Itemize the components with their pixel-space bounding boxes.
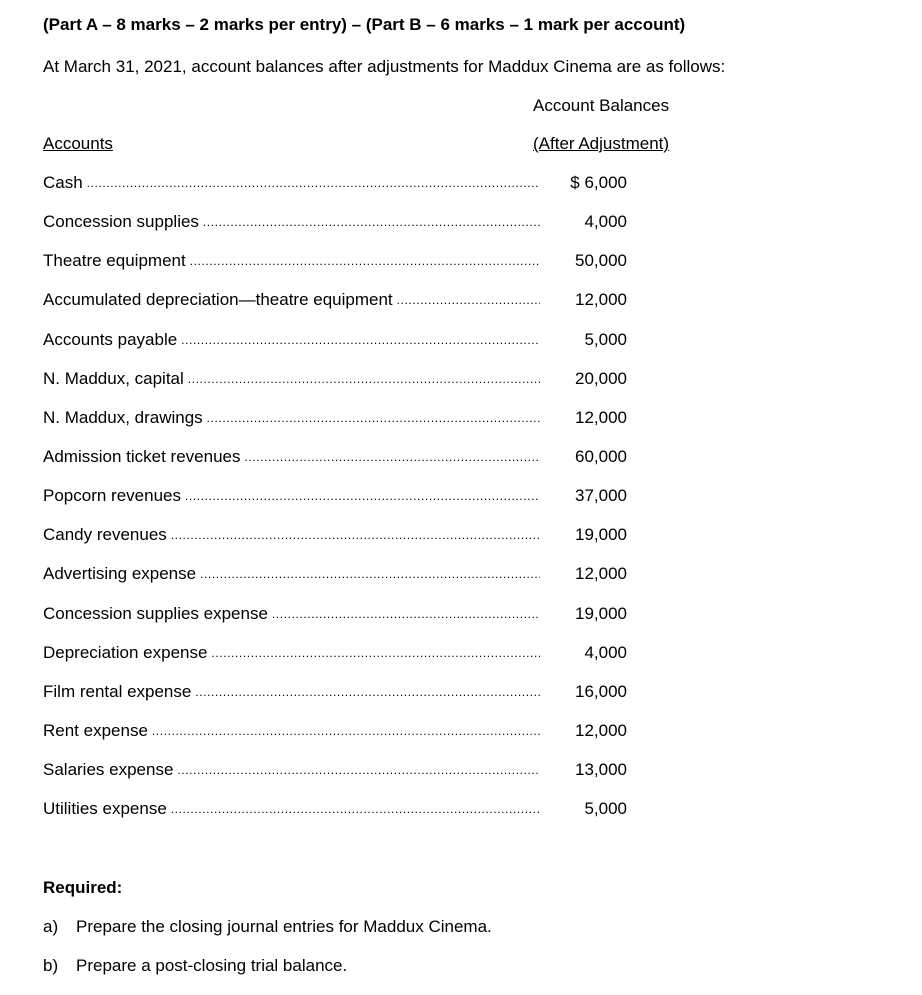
account-balance: 4,000 — [584, 212, 627, 232]
table-row — [43, 721, 643, 760]
account-balance: 60,000 — [575, 446, 627, 466]
requirement-letter: b) — [43, 956, 59, 975]
account-balance: 5,000 — [584, 329, 627, 349]
table-row — [43, 173, 643, 212]
table-row — [43, 251, 643, 290]
requirement-item-b — [43, 956, 347, 976]
account-balance: 19,000 — [575, 525, 627, 545]
table-row — [43, 212, 643, 251]
account-balance: 19,000 — [575, 603, 627, 623]
account-balance: 12,000 — [575, 564, 627, 584]
after-adjustment-header: (After Adjustment) — [533, 134, 670, 153]
account-balance: 12,000 — [575, 407, 627, 427]
account-balance: 12,000 — [575, 720, 627, 740]
account-balance: 5,000 — [584, 799, 627, 819]
table-row — [43, 290, 643, 329]
table-row — [43, 604, 643, 643]
account-name: Candy revenues ..... — [43, 525, 540, 545]
account-name: Admission ticket revenues ..... — [43, 447, 540, 467]
table-row — [43, 408, 643, 447]
table-row — [43, 330, 643, 369]
account-name: Advertising expense ..... — [43, 564, 540, 584]
account-name: Popcorn revenues ..... — [43, 486, 540, 506]
account-balance: 12,000 — [575, 290, 627, 310]
requirement-letter: a) — [43, 917, 59, 936]
account-balance: 20,000 — [575, 368, 627, 388]
account-balance: 4,000 — [584, 642, 627, 662]
account-name: Theatre equipment ..... — [43, 251, 540, 271]
account-balance: 37,000 — [575, 486, 627, 506]
table-row — [43, 447, 643, 486]
account-name: N. Maddux, capital ..... — [43, 369, 540, 389]
table-row — [43, 799, 643, 838]
account-balance: 50,000 — [575, 251, 627, 271]
assignment-heading: (Part A – 8 marks – 2 marks per entry) – (Part B – 6 marks – 1 mark per account) — [43, 15, 686, 34]
table-row — [43, 643, 643, 682]
account-name: Film rental expense ..... — [43, 682, 540, 702]
account-balance: $ 6,000 — [570, 173, 627, 192]
required-label: Required: — [43, 878, 123, 897]
account-name: Rent expense ..... — [43, 721, 540, 741]
account-name: Accounts payable ..... — [43, 330, 540, 350]
table-row — [43, 369, 643, 408]
intro-text: At March 31, 2021, account balances after adjustments for Maddux Cinema are as follows: — [43, 57, 726, 76]
account-balance: 16,000 — [575, 681, 627, 701]
table-row — [43, 486, 643, 525]
account-name: Concession supplies expense ..... — [43, 604, 540, 624]
balances-column-title: Account Balances — [533, 96, 670, 115]
requirement-item-a — [43, 917, 492, 937]
account-name: N. Maddux, drawings ..... — [43, 408, 540, 428]
table-row — [43, 760, 643, 799]
account-balance: 13,000 — [575, 760, 627, 780]
account-name: Utilities expense ..... — [43, 799, 540, 819]
account-name: Cash ..... — [43, 173, 540, 193]
accounts-column-header: Accounts — [43, 134, 113, 153]
requirement-text: Prepare a post-closing trial balance. — [76, 956, 348, 975]
account-name: Salaries expense ..... — [43, 760, 540, 780]
table-row — [43, 525, 643, 564]
table-row — [43, 682, 643, 721]
requirement-text: Prepare the closing journal entries for Maddux Cinema. — [76, 917, 492, 936]
account-balances-table — [43, 173, 643, 838]
account-name: Depreciation expense ..... — [43, 643, 540, 663]
account-name: Accumulated depreciation—theatre equipment ..... — [43, 290, 540, 310]
table-row — [43, 564, 643, 603]
account-name: Concession supplies ..... — [43, 212, 540, 232]
